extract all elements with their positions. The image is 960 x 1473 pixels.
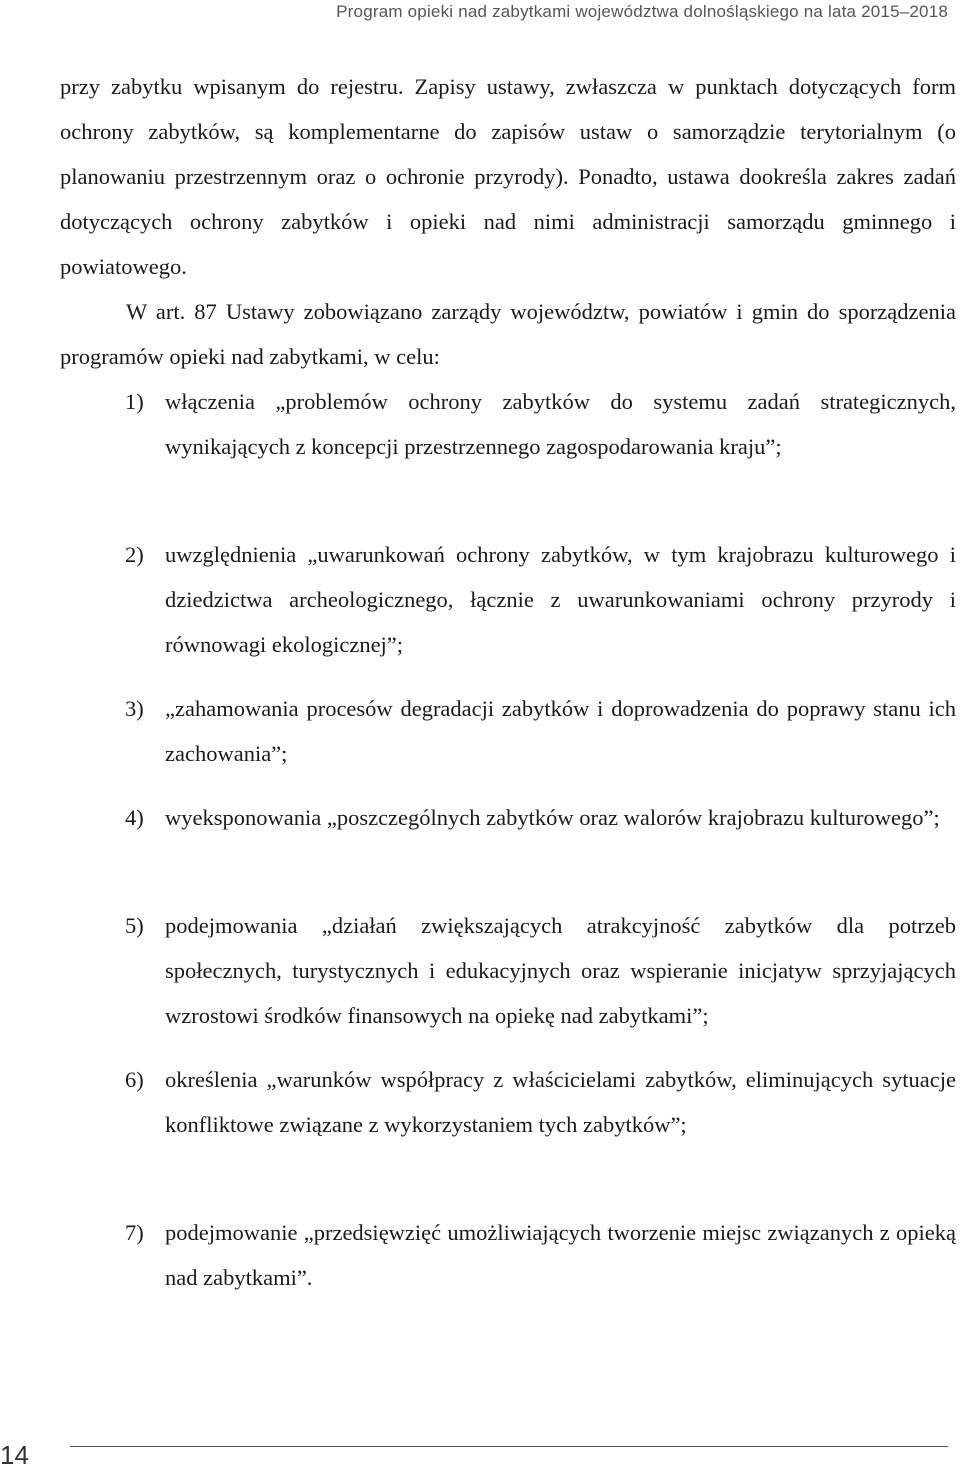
footer-rule — [70, 1446, 948, 1447]
paragraph-art-87: W art. 87 Ustawy zobowiązano zarządy województw, powiatów i gmin do sporządzenia programów opieki nad zabytkami, w celu: — [60, 299, 956, 369]
list-item-number: 1) — [125, 389, 144, 414]
list-item-number: 5) — [125, 913, 144, 938]
list-item-text: podejmowanie „przedsięwzięć umożliwiających tworzenie miejsc związanych z opieką nad zabytkami”. — [165, 1220, 956, 1290]
list-item-number: 4) — [125, 805, 144, 830]
list-item-number: 6) — [125, 1067, 144, 1092]
list-item-text: określenia „warunków współpracy z właścicielami zabytków, eliminujących sytuacje konfliktowe związane z wykorzystaniem tych zabytków”; — [165, 1067, 956, 1137]
list-item-text: wyeksponowania „poszczególnych zabytków oraz walorów krajobrazu kulturowego”; — [165, 805, 940, 830]
paragraph-intro: przy zabytku wpisanym do rejestru. Zapisy ustawy, zwłaszcza w punktach dotyczących form ochrony zabytków, są komplementarne do zapisów ustaw o samorządzie terytorialnym (o planowaniu przestrzennym oraz o ochronie przyrody). Ponadto, ustawa dookreśla zakres zadań dotyczących ochrony zabytków i opieki nad nimi administracji samorządu gminnego i powiatowego. — [60, 74, 956, 279]
list-item — [125, 379, 956, 469]
list-item — [125, 795, 956, 840]
list-item-text: uwzględnienia „uwarunkowań ochrony zabytków, w tym krajobrazu kulturowego i dziedzictwa archeologicznego, łącznie z uwarunkowaniami ochrony przyrody i równowagi ekologicznej”; — [165, 542, 956, 657]
list-item — [125, 686, 956, 776]
list-item-text: włączenia „problemów ochrony zabytków do systemu zadań strategicznych, wynikających z koncepcji przestrzennego zagospodarowania kraju”; — [165, 389, 956, 459]
running-header: Program opieki nad zabytkami województwa dolnośląskiego na lata 2015–2018 — [336, 2, 948, 21]
list-item — [125, 1210, 956, 1300]
list-item-number: 3) — [125, 696, 144, 721]
list-item-text: podejmowania „działań zwiększających atrakcyjność zabytków dla potrzeb społecznych, turystycznych i edukacyjnych oraz wspieranie inicjatyw sprzyjających wzrostowi środków finansowych na opiekę nad zabytkami”; — [165, 913, 956, 1028]
list-item — [125, 532, 956, 667]
list-item-number: 2) — [125, 542, 144, 567]
list-item — [125, 1057, 956, 1147]
list-item-number: 7) — [125, 1220, 144, 1245]
page-number: 14 — [0, 1440, 29, 1470]
list-item-text: „zahamowania procesów degradacji zabytków i doprowadzenia do poprawy stanu ich zachowania”; — [165, 696, 956, 766]
list-item — [125, 903, 956, 1038]
